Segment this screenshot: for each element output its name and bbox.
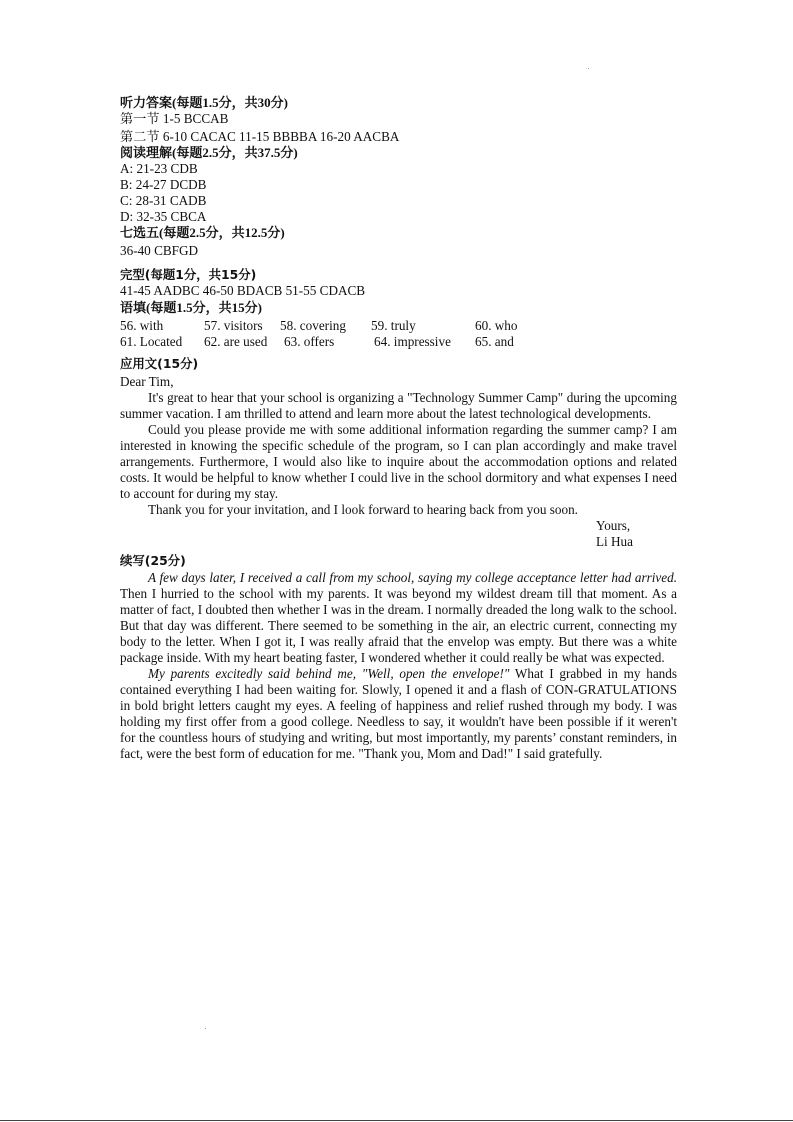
letter-paragraph-1: It's great to hear that your school is organizing a "Technology Summer Camp" during the upcoming summer vacation. I am thrilled to attend and learn more about the latest technological developments.	[120, 390, 677, 421]
grammar-answer-58: 58. covering	[280, 318, 346, 333]
grammar-answer-60: 60. who	[475, 318, 518, 333]
letter-signature: Li Hua	[596, 534, 633, 549]
cloze-answers: 41-45 AADBC 46-50 BDACB 51-55 CDACB	[120, 283, 366, 298]
grammar-answer-65: 65. and	[475, 334, 514, 349]
grammar-answer-61: 61. Located	[120, 334, 183, 349]
continuation-paragraph-2	[120, 666, 677, 762]
grammar-answer-64: 64. impressive	[374, 334, 451, 349]
continuation-writing-heading: 续写(25分)	[120, 553, 186, 568]
letter-closing: Yours,	[596, 518, 631, 533]
grammar-answer-59: 59. truly	[371, 318, 416, 333]
grammar-row-2	[120, 334, 677, 350]
speck-bottom	[205, 1028, 206, 1029]
reading-answer-b: B: 24-27 DCDB	[120, 177, 207, 192]
cloze-heading: 完型(每题1分，共15分)	[120, 267, 257, 282]
page-bottom-rule	[0, 1120, 793, 1121]
seven-choose-five-heading: 七选五(每题2.5分，共12.5分)	[120, 225, 285, 240]
continuation-paragraph-1	[120, 570, 677, 666]
continuation-paragraph-1-body: Then I hurried to the school with my parents. It was beyond my wildest dream till that moment. As a matter of fact, I doubted then whether I was in the dream. I normally dreaded the long walk to the school. But that day was different. There seemed to be something in the air, an electric current, connecting my body to the letter. When I got it, I was really afraid that the envelop was empty. But there was a white package inside. With my heart beating faster, I wondered whether it could really be what was expected.	[120, 586, 677, 665]
grammar-answer-57: 57. visitors	[204, 318, 263, 333]
letter-salutation: Dear Tim,	[120, 374, 174, 389]
reading-answer-d: D: 32-35 CBCA	[120, 209, 207, 224]
grammar-row-1	[120, 318, 677, 334]
listening-section-1: 第一节 1-5 BCCAB	[120, 111, 229, 126]
grammar-fill-heading: 语填(每题1.5分，共15分)	[120, 300, 262, 315]
continuation-paragraph-1-lead: A few days later, I received a call from my school, saying my college acceptance letter had arrived.	[148, 570, 677, 585]
letter-paragraph-2: Could you please provide me with some additional information regarding the summer camp? I am interested in knowing the specific schedule of the program, so I can plan accordingly and make travel arrangements. Furthermore, I would also like to inquire about the accommodation options and related costs. It would be helpful to know whether I could live in the school dormitory and what expenses I need to account for during my stay.	[120, 422, 677, 501]
listening-heading: 听力答案(每题1.5分，共30分)	[120, 95, 288, 110]
reading-heading: 阅读理解(每题2.5分，共37.5分)	[120, 145, 298, 160]
grammar-answer-56: 56. with	[120, 318, 164, 333]
continuation-paragraph-2-body: What I grabbed in my hands contained everything I had been waiting for. Slowly, I opened it and a flash of CON-GRATULATIONS in bold bright letters caught my eyes. A feeling of happiness and relief rushed through my body. I was holding my first offer from a good college. Needless to say, it wouldn't have been possible if it weren't for the countless hours of studying and writing, but most importantly, my parents’ constant reminders, in fact, were the best form of education for me. "Thank you, Mom and Dad!" I said gratefully.	[120, 666, 678, 761]
applied-writing-heading: 应用文(15分)	[120, 356, 199, 371]
seven-choose-five-answers: 36-40 CBFGD	[120, 243, 199, 258]
reading-answer-a: A: 21-23 CDB	[120, 161, 198, 176]
letter-paragraph-3: Thank you for your invitation, and I look forward to hearing back from you soon.	[148, 502, 578, 517]
continuation-paragraph-2-lead: My parents excitedly said behind me, "Well, open the envelope!"	[148, 666, 510, 681]
speck-top-right	[588, 68, 589, 69]
grammar-answer-63: 63. offers	[284, 334, 335, 349]
answer-key-document	[120, 95, 677, 762]
grammar-answer-62: 62. are used	[204, 334, 268, 349]
listening-section-2: 第二节 6-10 CACAC 11-15 BBBBA 16-20 AACBA	[120, 129, 400, 144]
reading-answer-c: C: 28-31 CADB	[120, 193, 207, 208]
